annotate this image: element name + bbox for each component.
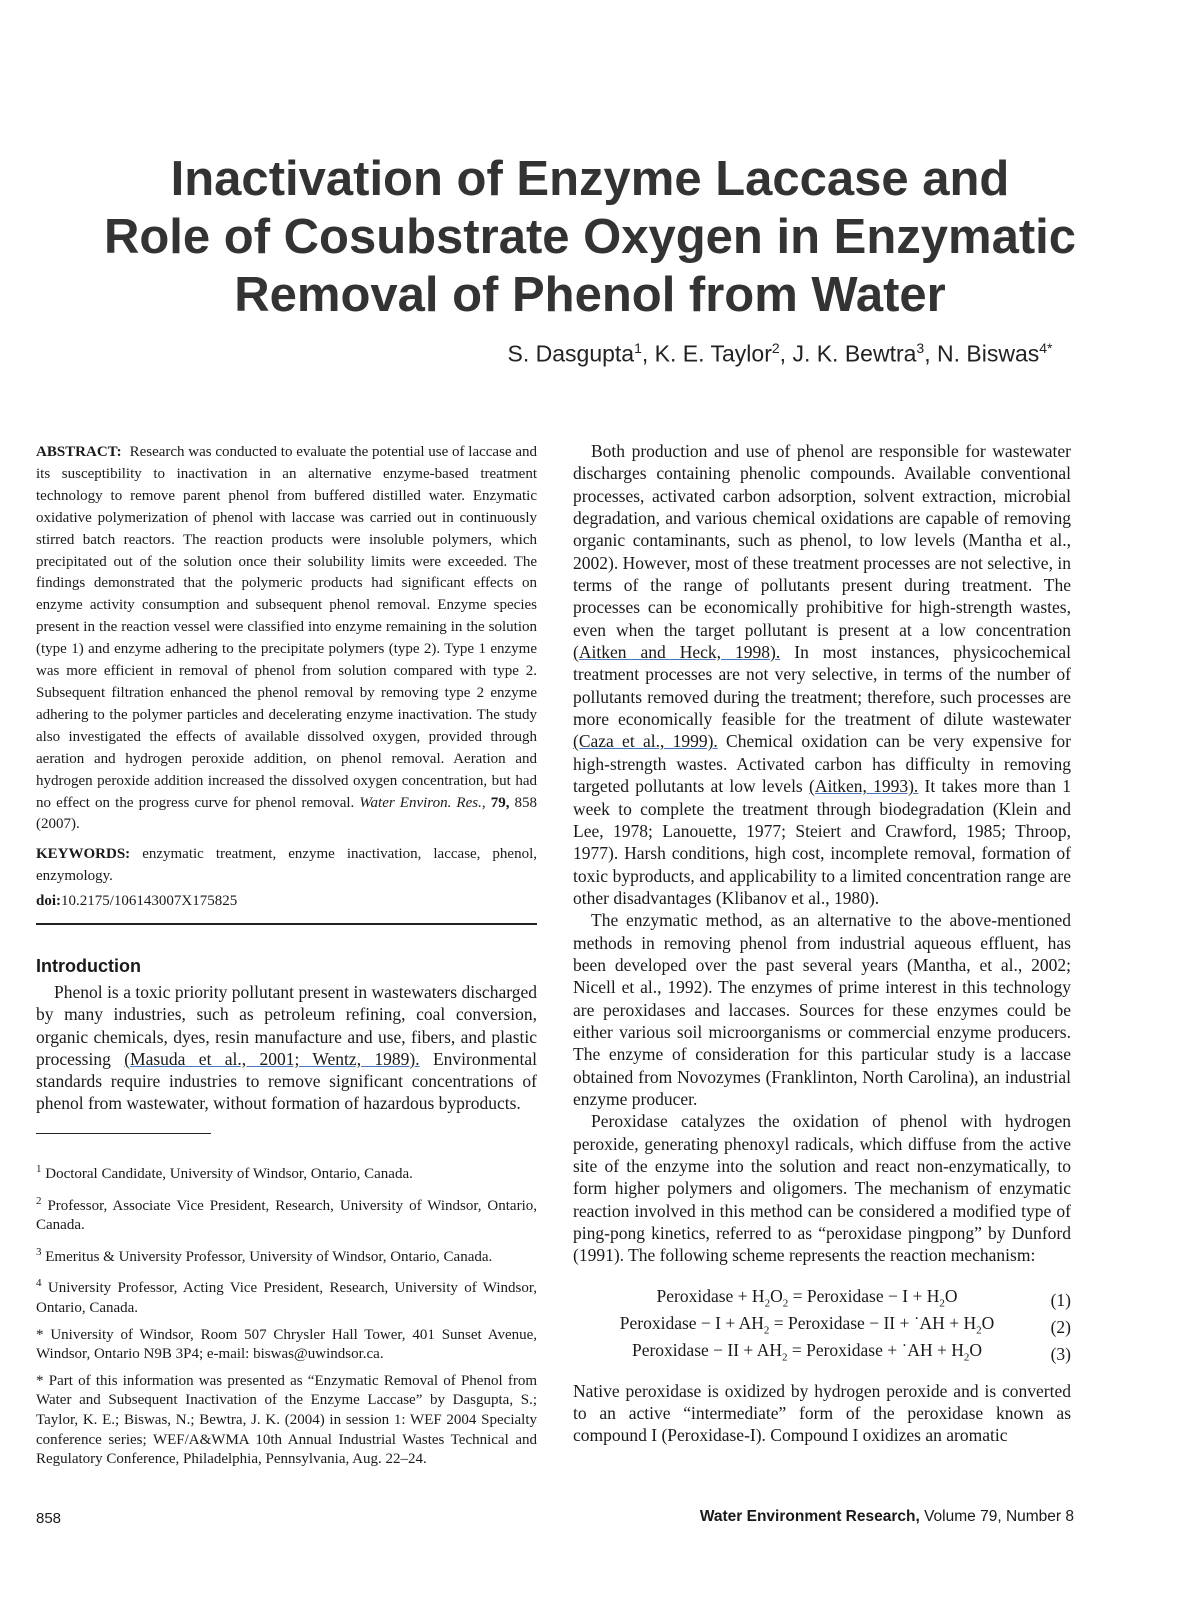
title-line-3: Removal of Phenol from Water (234, 268, 946, 322)
paragraph: Peroxidase catalyzes the oxidation of phenol with hydrogen peroxide, generating phenoxyl radicals, which diffuse from the active site of the enzyme into the solution and react non-enzymatically, to form higher polymers and oligomers. The mechanism of enzymatic reaction involved in this method can be considered a modified type of ping-pong kinetics, referred to as “peroxidase pingpong” by Dunford (1991). The following scheme represents the reaction mechanism: (573, 1111, 1071, 1266)
equation-number: (2) (1050, 1317, 1071, 1338)
equation (573, 1314, 1071, 1341)
journal-name: Water Environment Research, (699, 1508, 920, 1525)
running-footer (700, 1508, 1074, 1526)
equation (573, 1287, 1071, 1314)
citation-pages: 858 (2007). (36, 794, 538, 833)
author-list: S. Dasgupta$^1$, K. E. Taylor$^2$, J. K. Bewtra$^3$, N. Biswas$^{4*}$ (507, 340, 1053, 367)
keywords-label: KEYWORDS: (36, 846, 131, 863)
equation (573, 1341, 1071, 1368)
paragraph: The enzymatic method, as an alternative to the above-mentioned methods in removing phenol from industrial aqueous effluent, has been developed over the past several years (Mantha, et al., 2002; Nicell et al., 1992). The enzymes of prime interest in this technology are peroxidases and laccases. Sources for these enzymes could be either various soil microorganisms or commercial enzyme producers. The enzyme of consideration for this particular study is a laccase obtained from Novozymes (Franklinton, North Carolina), an industrial enzyme producer. (573, 910, 1071, 1109)
footnote: * University of Windsor, Room 507 Chrysler Hall Tower, 401 Sunset Avenue, Windsor, Ontario N9B 3P4; e-mail: biswas@uwindsor.ca. (36, 1326, 538, 1363)
affiliation-mark: 1 (634, 340, 642, 356)
paragraph: Both production and use of phenol are responsible for wastewater discharges containing phenolic compounds. Available conventional processes, activated carbon adsorption, solvent extraction, microbial degradation, and various chemical oxidations are capable of removing organic contaminants, such as phenol, to low levels (Mantha et al., 2002). However, most of these treatment processes are not selective, in terms of the range of pollutants present during treatment. The processes can be economically prohibitive for high-strength wastes, even when the target pollutant is present at a low concentration (Aitken and Heck, 1998). In most instances, physicochemical treatment processes are not very selective, in terms of the number of pollutants removed during the treatment; therefore, such processes are more economically feasible for the treatment of dilute wastewater (Caza et al., 1999). Chemical oxidation can be very expensive for high-strength wastes. Activated carbon has difficulty in removing targeted pollutants at low levels (Aitken, 1993). It takes more than 1 week to complete the treatment through biodegradation (Klein and Lee, 1978; Lanouette, 1977; Steiert and Crawford, 1985; Throop, 1977). Harsh conditions, high cost, incomplete removal, formation of toxic byproducts, and applicability to a limited concentration range are other disadvantages (Klibanov et al., 1980). (573, 441, 1072, 908)
footnote: $^2$ Professor, Associate Vice President, Research, University of Windsor, Ontario, Canada. (36, 1194, 537, 1234)
equation-number: (3) (1050, 1344, 1071, 1365)
equation-expression: Peroxidase − $I + AH_2$ = Peroxidase − II + ˙AH + $H_2O$ (619, 1313, 995, 1337)
footnote: * Part of this information was presented as “Enzymatic Removal of Phenol from Water and Subsequent Inactivation of the Enzyme Laccase” by Dasgupta, S.; Taylor, K. E.; Biswas, N.; Bewtra, J. K. (2004) in session 1: WEF 2004 Specialty conference series; WEF/A&WMA 10th Annual Industrial Wastes Technical and Regulatory Conference, Philadelphia, Pennsylvania, Aug. 22–24. (36, 1372, 537, 1468)
footnote: $^1$ Doctoral Candidate, University of Windsor, Ontario, Canada. (36, 1163, 413, 1182)
abstract-label: ABSTRACT: (36, 444, 122, 460)
reference-link[interactable]: (Masuda et al., 2001; Wentz, 1989). (124, 1048, 420, 1069)
equation-number: (1) (1050, 1290, 1071, 1311)
paragraph: Phenol is a toxic priority pollutant present in wastewaters discharged by many industries, such as petroleum refining, coal conversion, organic chemicals, dyes, resin manufacture and use, fibers, and plastic processing (Masuda et al., 2001; Wentz, 1989). Environmental standards require industries to remove significant concentrations of phenol from wastewater, without formation of hazardous byproducts. (36, 982, 537, 1114)
author-name: S. Dasgupta (507, 340, 635, 367)
reference-link[interactable]: (Caza et al., 1999). (573, 731, 718, 752)
keywords-text: enzymatic treatment, enzyme inactivation, laccase, phenol, enzymology. (36, 846, 538, 885)
title-line-1: Inactivation of Enzyme Laccase and (170, 152, 1010, 206)
citation-journal: Water Environ. Res., (359, 794, 486, 811)
abstract-text (36, 442, 537, 836)
body-column (573, 440, 1071, 1447)
abstract-block (36, 442, 537, 925)
article-title (40, 150, 1140, 324)
reaction-equations (573, 1287, 1071, 1368)
footnote-divider (36, 1133, 211, 1134)
equation-expression: Peroxidase − II + $AH_2$ = Peroxidase + ˙AH + $H_2O$ (631, 1340, 983, 1364)
reference-link[interactable]: (Aitken and Heck, 1998). (573, 642, 781, 663)
section-divider (36, 923, 537, 925)
doi-value[interactable]: 10.2175/106143007X175825 (61, 893, 238, 910)
author-name: N. Biswas (937, 340, 1040, 367)
author-name: J. K. Bewtra (792, 340, 917, 367)
footnote: $^4$ University Professor, Acting Vice President, Research, University of Windsor, Ontario, Canada. (36, 1277, 538, 1316)
title-line-2: Role of Cosubstrate Oxygen in Enzymatic (103, 210, 1077, 264)
citation-volume: 79, (490, 794, 510, 811)
doi-label: doi: (36, 893, 62, 910)
abstract-body: Research was conducted to evaluate the potential use of laccase and its susceptibility to inactivation in an alternative enzyme-based treatment technology to remove parent phenol from buffered distilled water. Enzymatic oxidative polymerization of phenol with laccase was carried out in continuously stirred batch reactors. The reaction products were insoluble polymers, which precipitated out of the solution once their solubility limits were exceeded. The findings demonstrated that the polymeric products had significant effects on enzyme activity consumption and subsequent phenol removal. Enzyme species present in the reaction vessel were classified into enzyme remaining in the solution (type 1) and enzyme adhering to the precipitate polymers (type 2). Type 1 enzyme was more efficient in removal of phenol from solution compared with type 2. Subsequent filtration enhanced the phenol removal by removing type 2 enzyme adhering to the polymer particles and decelerating enzyme inactivation. The study also investigated the effects of available dissolved oxygen, provided through aeration and hydrogen peroxide addition, on phenol removal. Aeration and hydrogen peroxide addition increased the dissolved oxygen concentration, but had no effect on the progress curve for phenol removal. (36, 444, 537, 811)
author-name: K. E. Taylor (654, 340, 772, 367)
equation-expression: Peroxidase + $H_2O_2$ = Peroxidase − $I + H_2O$ (656, 1286, 958, 1310)
affiliation-mark: 4* (1039, 340, 1053, 356)
journal-issue: Volume 79, Number 8 (924, 1508, 1074, 1525)
paragraph: Native peroxidase is oxidized by hydrogen peroxide and is converted to an active “intermediate” form of the peroxidase known as compound I (Peroxidase-I). Compound I oxidizes an aromatic (573, 1380, 1071, 1446)
introduction-section (36, 956, 537, 1134)
footnote: $^3$ Emeritus & University Professor, University of Windsor, Ontario, Canada. (36, 1245, 493, 1265)
reference-link[interactable]: (Aitken, 1993). (809, 776, 919, 797)
doi (36, 891, 537, 913)
footnotes (36, 1160, 537, 1477)
affiliation-mark: 3 (916, 340, 925, 356)
page-number: 858 (36, 1510, 62, 1527)
section-heading: Introduction (36, 956, 141, 976)
affiliation-mark: 2 (771, 340, 780, 356)
keywords (36, 844, 537, 888)
